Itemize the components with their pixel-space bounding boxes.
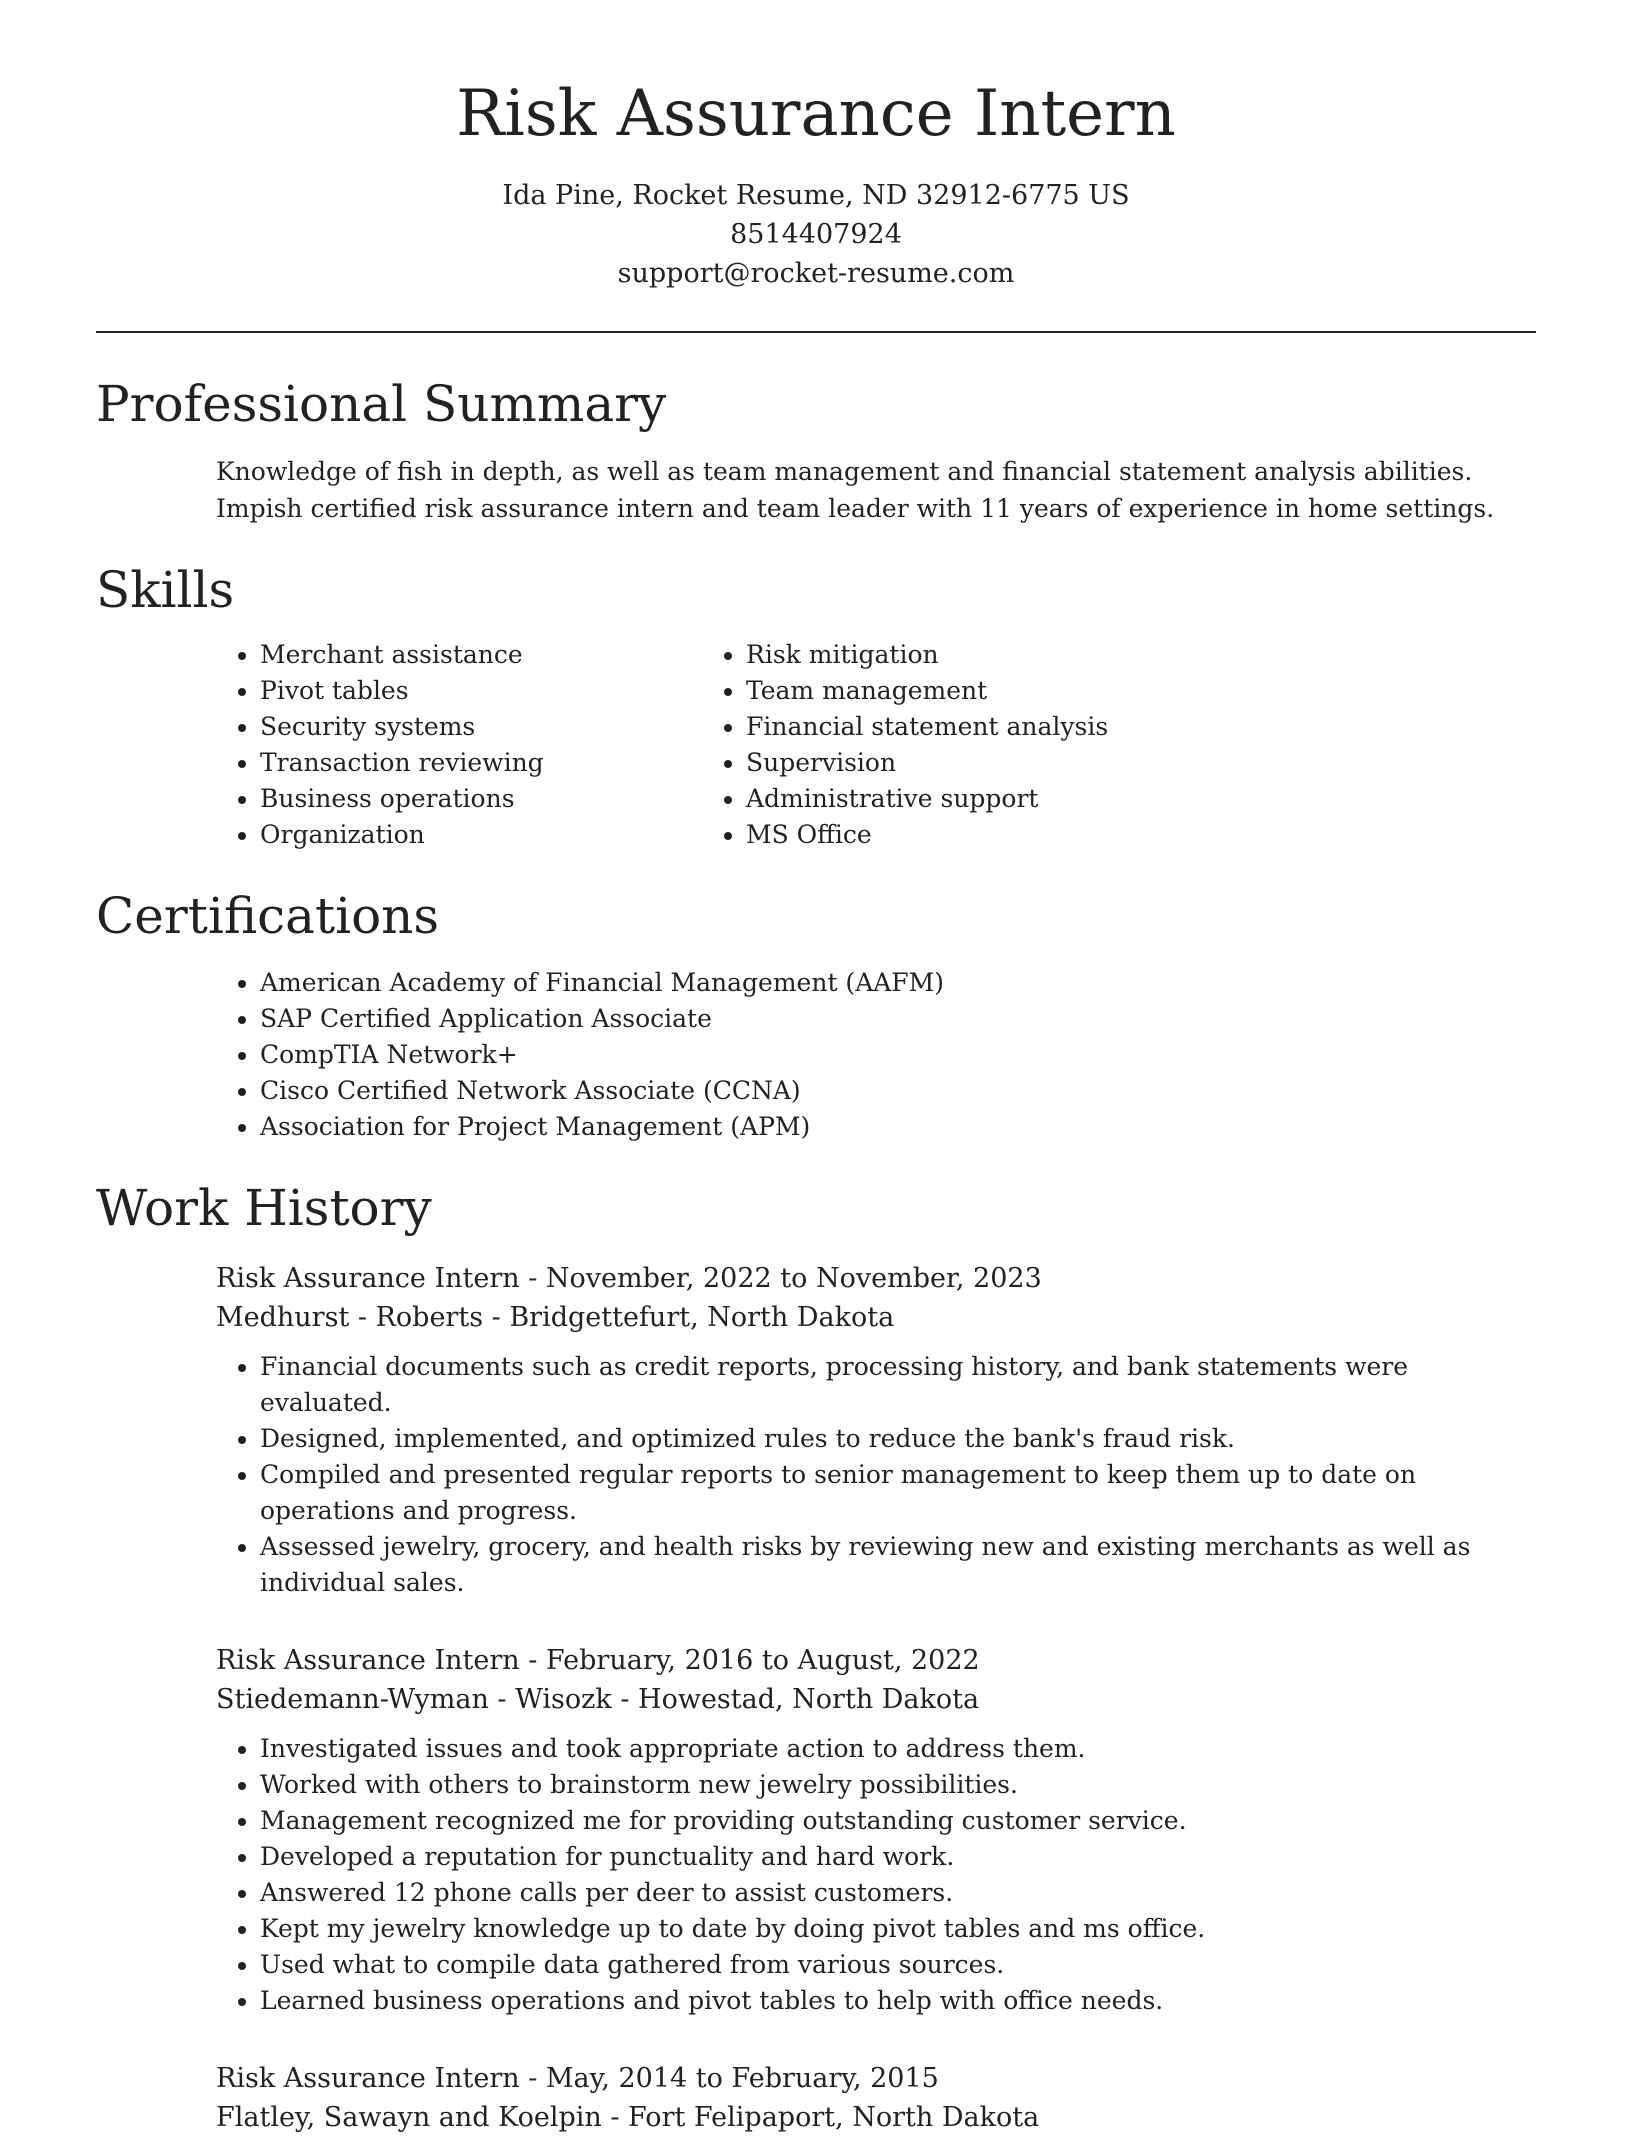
job-duties-list — [96, 1731, 1536, 2019]
job-duty: • Used what to compile data gathered from various sources. — [260, 1947, 1536, 1983]
skill-item: • Security systems — [260, 709, 746, 745]
resume-title: Risk Assurance Intern — [456, 77, 1176, 151]
job-title-line — [216, 2059, 1536, 2098]
job-company: Stiedemann-Wyman - Wisozk — [216, 1684, 612, 1715]
job-dates: - May, 2014 to February, 2015 — [519, 2063, 939, 2094]
summary-heading: Professional Summary — [96, 375, 667, 433]
job-duties-wrap — [96, 1349, 1536, 1601]
job-duty: • Assessed jewelry, grocery, and health risks by reviewing new and existing merchants as well as individual sales. — [260, 1529, 1536, 1601]
job-duties-wrap — [96, 1731, 1536, 2019]
skills-list-right — [582, 637, 1396, 853]
skills-column-right — [746, 637, 1396, 853]
contact-phone: 8514407924 — [730, 219, 902, 250]
skill-item: • Risk mitigation — [746, 637, 1396, 673]
skill-item: • Financial statement analysis — [746, 709, 1396, 745]
work-history-heading: Work History — [96, 1179, 432, 1237]
resume-page — [96, 0, 1536, 2137]
job-role: Risk Assurance Intern — [216, 1263, 520, 1294]
job-entry — [96, 1259, 1536, 1601]
job-company: Flatley, Sawayn and Koelpin — [216, 2102, 602, 2133]
header-divider — [96, 331, 1536, 333]
job-dates: - November, 2022 to November, 2023 — [519, 1263, 1042, 1294]
skill-item: • MS Office — [746, 817, 1396, 853]
job-location: - Fort Felipaport, North Dakota — [601, 2102, 1040, 2133]
job-duty: • Learned business operations and pivot tables to help with office needs. — [260, 1983, 1536, 2019]
job-entry — [96, 2059, 1536, 2137]
certifications-heading: Certifications — [96, 887, 440, 945]
job-company-line — [216, 2098, 1536, 2137]
skill-item: • Business operations — [260, 781, 746, 817]
skills-grid — [96, 637, 1536, 853]
skill-item: • Team management — [746, 673, 1396, 709]
job-location: - Bridgettefurt, North Dakota — [483, 1302, 895, 1333]
skill-item: • Supervision — [746, 745, 1396, 781]
job-duty: • Management recognized me for providing outstanding customer service. — [260, 1803, 1536, 1839]
job-company: Medhurst - Roberts — [216, 1302, 484, 1333]
job-duty: • Developed a reputation for punctuality and hard work. — [260, 1839, 1536, 1875]
skills-heading: Skills — [96, 561, 235, 619]
certifications-list-wrap — [96, 965, 1536, 1145]
job-title-line — [216, 1259, 1536, 1298]
certification-item: • SAP Certified Application Associate — [260, 1001, 1536, 1037]
job-dates: - February, 2016 to August, 2022 — [519, 1645, 980, 1676]
job-role: Risk Assurance Intern — [216, 1645, 520, 1676]
job-duty: • Worked with others to brainstorm new jewelry possibilities. — [260, 1767, 1536, 1803]
job-company-line — [216, 1680, 1536, 1719]
job-duty: • Financial documents such as credit reports, processing history, and bank statements were evaluated. — [260, 1349, 1536, 1421]
skill-item: • Pivot tables — [260, 673, 746, 709]
skill-item: • Administrative support — [746, 781, 1396, 817]
certification-item: • CompTIA Network+ — [260, 1037, 1536, 1073]
job-duty: • Compiled and presented regular reports to senior management to keep them up to date on operations and progress. — [260, 1457, 1536, 1529]
job-location: - Howestad, North Dakota — [611, 1684, 980, 1715]
job-company-line — [216, 1298, 1536, 1337]
job-duty: • Answered 12 phone calls per deer to assist customers. — [260, 1875, 1536, 1911]
summary-text: Knowledge of fish in depth, as well as team management and financial statement analysis abilities. Impish certified risk assurance intern and team leader with 11 years of experience in home settings. — [216, 457, 1495, 523]
job-role: Risk Assurance Intern — [216, 2063, 520, 2094]
job-duty: • Designed, implemented, and optimized rules to reduce the bank's fraud risk. — [260, 1421, 1536, 1457]
certification-item: • American Academy of Financial Management (AAFM) — [260, 965, 1536, 1001]
job-duty: • Kept my jewelry knowledge up to date by doing pivot tables and ms office. — [260, 1911, 1536, 1947]
contact-email: support@rocket-resume.com — [617, 258, 1015, 289]
skill-item: • Organization — [260, 817, 746, 853]
contact-address: Ida Pine, Rocket Resume, ND 32912-6775 US — [502, 180, 1130, 211]
resume-header — [96, 0, 1536, 293]
job-title-line — [216, 1641, 1536, 1680]
certification-item: • Association for Project Management (APM) — [260, 1109, 1536, 1145]
job-duty: • Investigated issues and took appropriate action to address them. — [260, 1731, 1536, 1767]
job-entry — [96, 1641, 1536, 2019]
skill-item: • Merchant assistance — [260, 637, 746, 673]
job-duties-list — [96, 1349, 1536, 1601]
certifications-list — [96, 965, 1536, 1145]
certification-item: • Cisco Certified Network Associate (CCNA) — [260, 1073, 1536, 1109]
skill-item: • Transaction reviewing — [260, 745, 746, 781]
